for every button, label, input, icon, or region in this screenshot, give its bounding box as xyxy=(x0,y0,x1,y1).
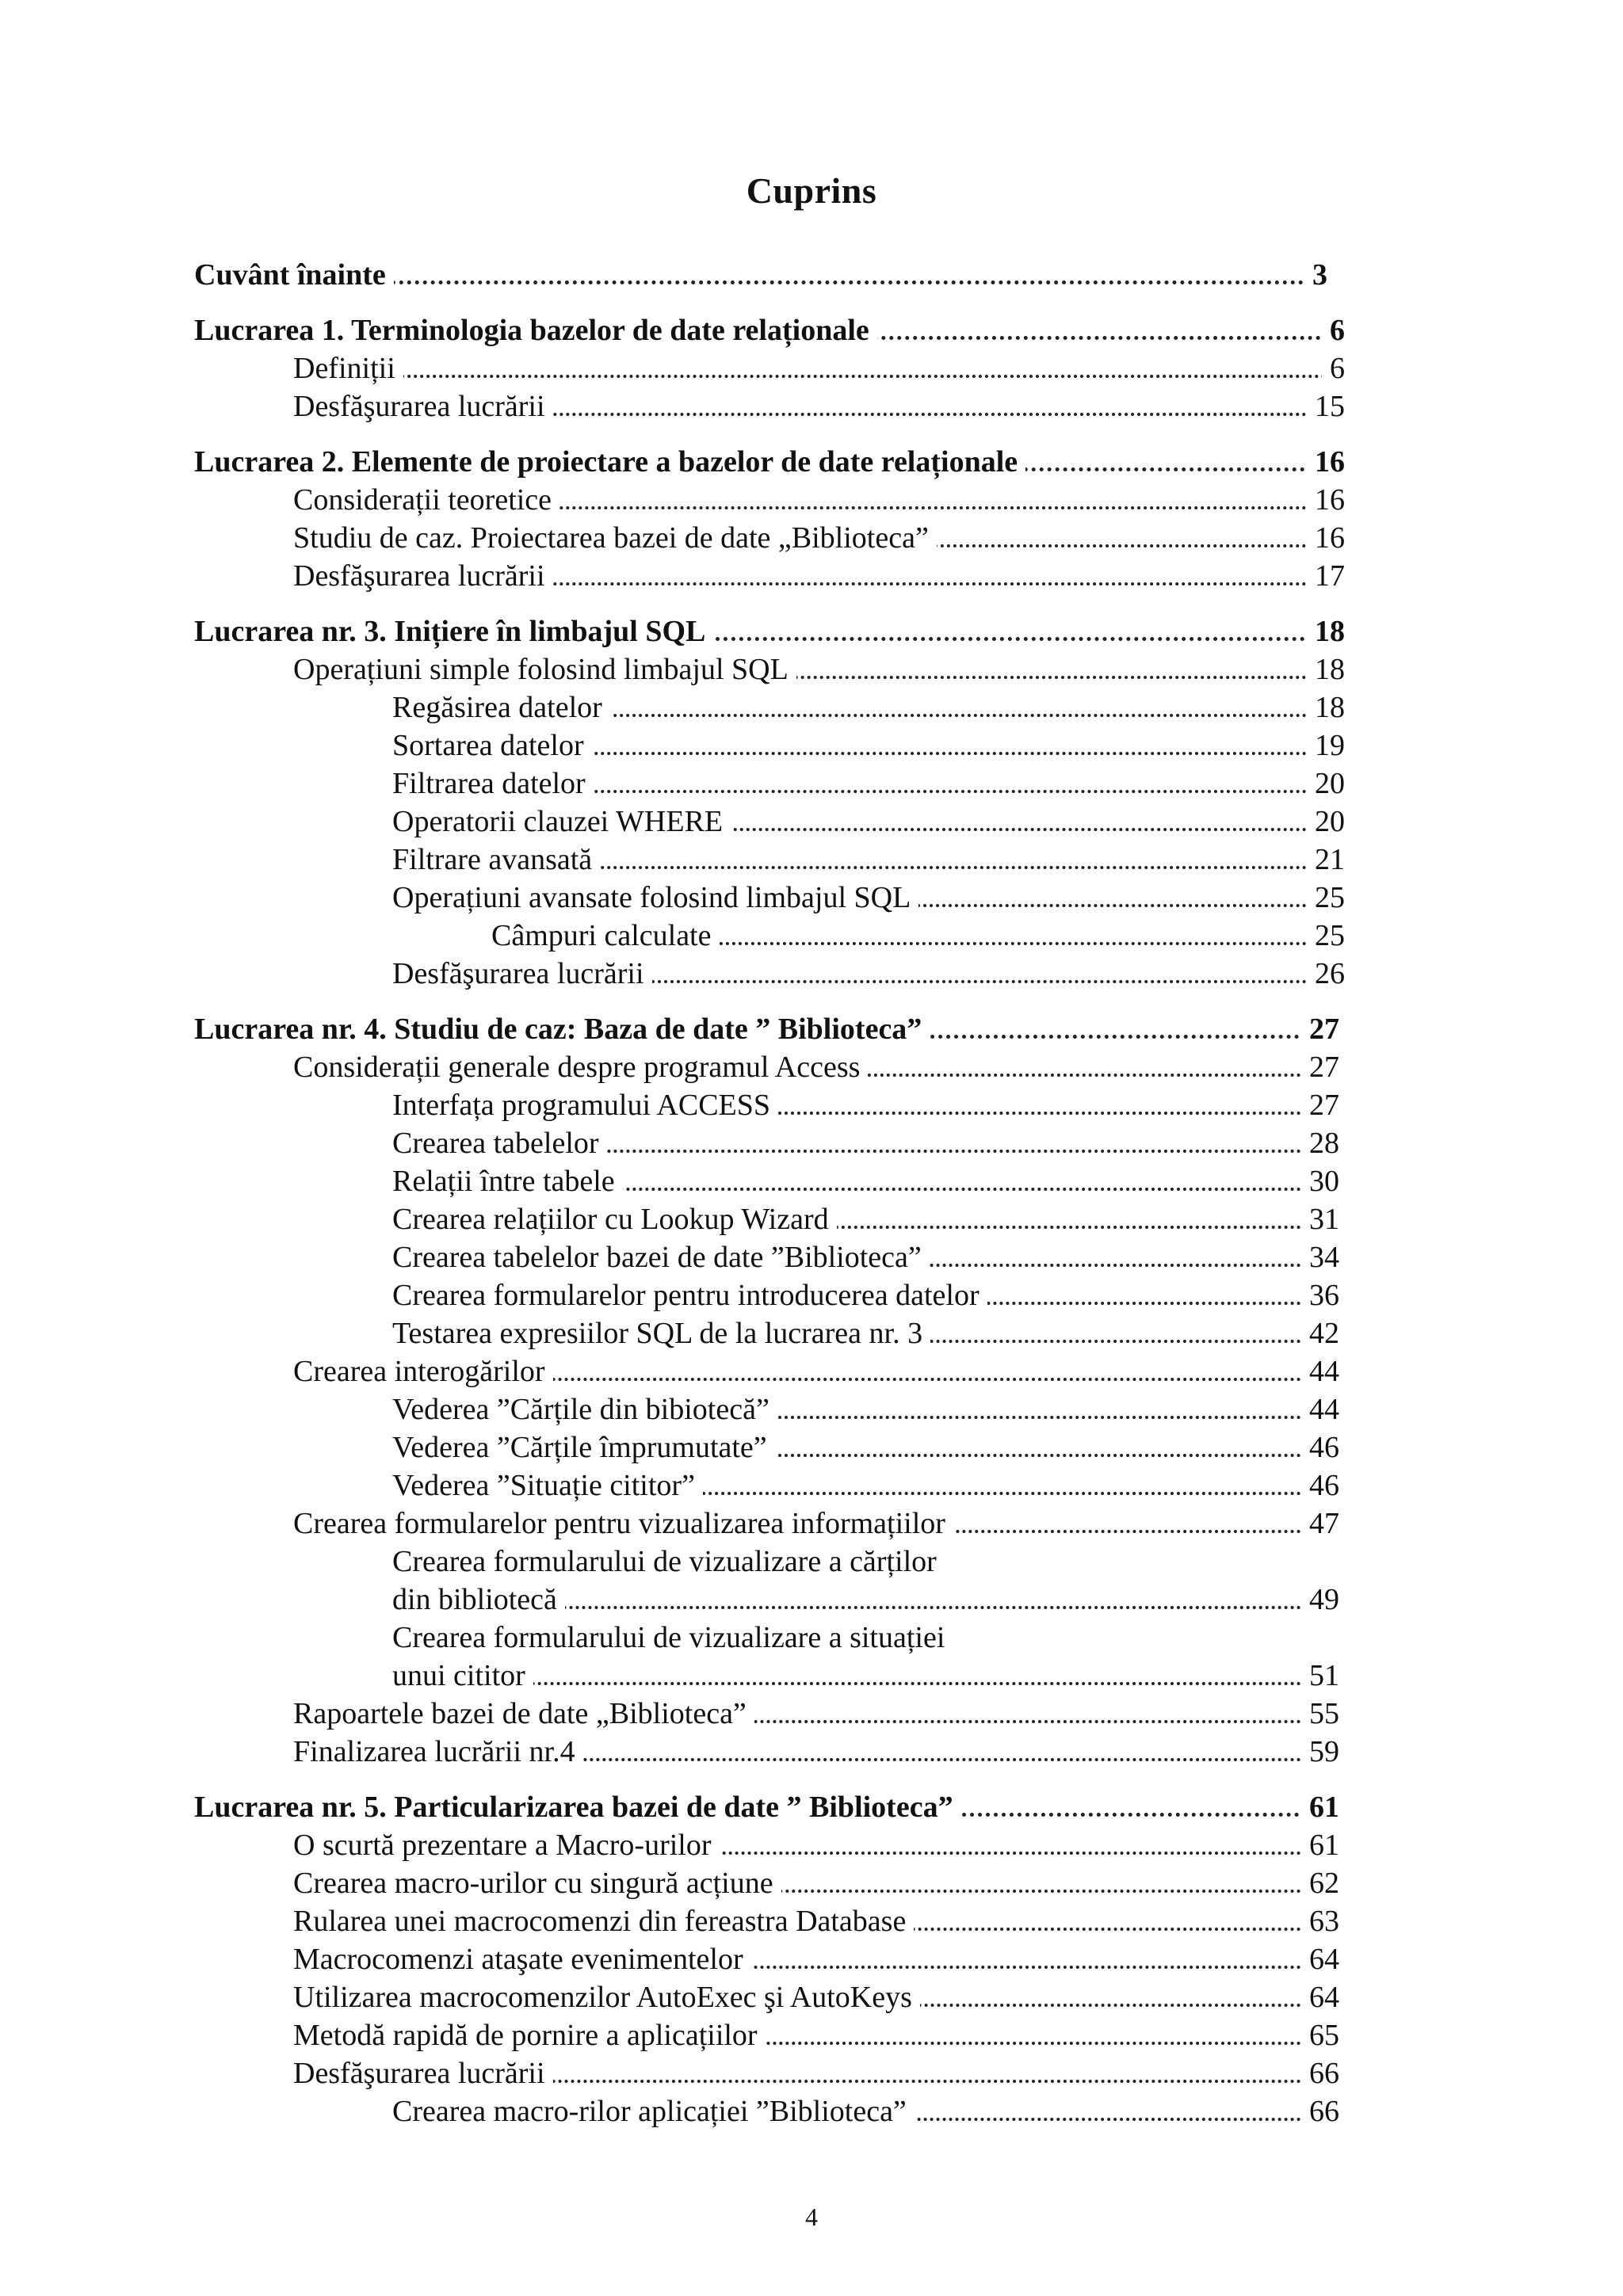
toc-entry-page: 64 xyxy=(1301,1940,1339,1978)
toc-entry-page: 61 xyxy=(1301,1826,1339,1864)
toc-chapter-entry xyxy=(194,612,1345,650)
toc-entry-page: 51 xyxy=(1301,1657,1339,1695)
toc-entry-title: Finalizarea lucrării nr.4 xyxy=(293,1735,583,1768)
page-title: Cuprins xyxy=(746,170,877,211)
toc-entry xyxy=(293,1902,1339,1940)
toc-entry xyxy=(491,917,1345,955)
toc-entry-page: 59 xyxy=(1301,1733,1339,1771)
toc-entry-page: 16 xyxy=(1307,519,1345,557)
toc-entry-title: Relații între tabele xyxy=(392,1165,623,1198)
toc-entry-page: 65 xyxy=(1301,2016,1339,2054)
toc-entry xyxy=(392,1162,1339,1200)
toc-entry xyxy=(293,387,1345,425)
toc-entry xyxy=(293,2016,1339,2054)
toc-entry-title: Utilizarea macrocomenzilor AutoExec şi AutoKeys xyxy=(293,1981,920,2014)
toc-entry-page: 42 xyxy=(1301,1314,1339,1352)
toc-entry xyxy=(392,879,1345,917)
toc-entry-title: Desfăşurarea lucrării xyxy=(293,2057,553,2090)
toc-entry xyxy=(392,1581,1339,1619)
toc-entry xyxy=(392,955,1345,993)
toc-entry-page: 62 xyxy=(1301,1864,1339,1902)
toc-entry-page: 66 xyxy=(1301,2092,1339,2130)
toc-entry-page: 16 xyxy=(1307,443,1345,481)
toc-entry-title: Crearea macro-rilor aplicației ”Biblioteca” xyxy=(392,2095,915,2128)
toc-entry-page: 18 xyxy=(1307,688,1345,727)
toc-entry-page: 46 xyxy=(1301,1428,1339,1466)
toc-entry xyxy=(293,1940,1339,1978)
toc-entry xyxy=(293,1864,1339,1902)
toc-entry-page: 61 xyxy=(1301,1788,1339,1826)
toc-entry-page: 19 xyxy=(1307,727,1345,765)
toc-entry xyxy=(392,1314,1339,1352)
toc-entry xyxy=(392,1619,1339,1657)
toc-entry-title: Crearea tabelelor xyxy=(392,1127,607,1160)
toc-entry xyxy=(293,2054,1339,2092)
toc-entry-title: Operațiuni avansate folosind limbajul SQL xyxy=(392,881,918,914)
toc-entry-page: 17 xyxy=(1307,557,1345,595)
toc-entry xyxy=(293,349,1345,387)
toc-entry xyxy=(392,2092,1339,2130)
toc-chapter-entry xyxy=(194,1010,1339,1048)
toc-entry-title: Rapoartele bazei de date „Biblioteca” xyxy=(293,1697,754,1730)
toc-chapter-entry xyxy=(194,256,1327,294)
toc-entry-title: Crearea formularului de vizualizare a cărților xyxy=(392,1545,945,1578)
toc-entry-page: 27 xyxy=(1301,1010,1339,1048)
toc-entry-title: Lucrarea nr. 5. Particularizarea bazei de date ” Biblioteca” xyxy=(194,1791,961,1824)
toc-entry-page: 21 xyxy=(1307,841,1345,879)
toc-entry-title: Regăsirea datelor xyxy=(392,691,610,724)
toc-entry-title: Metodă rapidă de pornire a aplicațiilor xyxy=(293,2019,766,2052)
toc-entry-title: Crearea tabelelor bazei de date ”Biblioteca” xyxy=(392,1241,930,1274)
toc-entry-title: Filtrare avansată xyxy=(392,843,600,876)
toc-entry xyxy=(293,481,1345,519)
toc-entry-title: Crearea interogărilor xyxy=(293,1355,553,1388)
toc-entry-title: Crearea formularelor pentru introducerea datelor xyxy=(392,1279,987,1312)
toc-entry-title: Crearea macro-urilor cu singură acțiune xyxy=(293,1867,781,1900)
toc-entry xyxy=(392,1466,1339,1505)
toc-chapter-entry xyxy=(194,311,1345,349)
toc-entry-page: 3 xyxy=(1304,256,1327,294)
toc-entry xyxy=(392,1276,1339,1314)
toc-entry xyxy=(392,1428,1339,1466)
toc-chapter-entry xyxy=(194,1788,1339,1826)
toc-entry xyxy=(392,1390,1339,1428)
toc-entry-title: Testarea expresiilor SQL de la lucrarea nr. 3 xyxy=(392,1317,930,1350)
toc-entry-title: Considerații generale despre programul Access xyxy=(293,1051,868,1084)
toc-entry xyxy=(392,1200,1339,1238)
toc-entry xyxy=(392,765,1345,803)
toc-entry-page: 15 xyxy=(1307,387,1345,425)
toc-entry-title: Macrocomenzi ataşate evenimentelor xyxy=(293,1943,751,1976)
toc-entry-title: Operatorii clauzei WHERE xyxy=(392,805,731,838)
toc-entry xyxy=(293,1048,1339,1086)
toc-entry-title: Desfăşurarea lucrării xyxy=(392,957,652,990)
toc-entry-page: 27 xyxy=(1301,1086,1339,1124)
toc-entry xyxy=(293,557,1345,595)
toc-chapter-entry xyxy=(194,443,1345,481)
toc-entry-page: 66 xyxy=(1301,2054,1339,2092)
toc-entry-page: 44 xyxy=(1301,1352,1339,1390)
toc-entry-page: 27 xyxy=(1301,1048,1339,1086)
toc-entry-title: Lucrarea nr. 3. Inițiere în limbajul SQL xyxy=(194,615,713,648)
toc-entry xyxy=(293,1352,1339,1390)
toc-entry xyxy=(392,1657,1339,1695)
toc-entry xyxy=(293,1826,1339,1864)
toc-entry-title: unui cititor xyxy=(392,1659,533,1692)
toc-entry xyxy=(392,1238,1339,1276)
toc-entry-page: 18 xyxy=(1307,650,1345,688)
toc-entry xyxy=(293,519,1345,557)
toc-entry-title: Crearea relațiilor cu Lookup Wizard xyxy=(392,1203,837,1236)
toc-entry xyxy=(293,650,1345,688)
toc-entry-title: din bibliotecă xyxy=(392,1583,565,1616)
toc-entry-page: 6 xyxy=(1322,311,1345,349)
toc-entry-title: Studiu de caz. Proiectarea bazei de date „Biblioteca” xyxy=(293,521,937,555)
toc-entry-title: Filtrarea datelor xyxy=(392,767,594,800)
page-number: 4 xyxy=(805,2203,818,2231)
toc-entry-page: 63 xyxy=(1301,1902,1339,1940)
toc-entry-title: Rularea unei macrocomenzi din fereastra Database xyxy=(293,1905,914,1938)
toc-entry xyxy=(293,1733,1339,1771)
toc-entry-page: 55 xyxy=(1301,1695,1339,1733)
toc-entry-page: 25 xyxy=(1307,879,1345,917)
toc-entry-title: Definiții xyxy=(293,352,403,385)
toc-entry xyxy=(392,1543,1339,1581)
toc-entry-page: 47 xyxy=(1301,1505,1339,1543)
toc-entry-title: Desfăşurarea lucrării xyxy=(293,559,553,593)
toc-entry-page: 26 xyxy=(1307,955,1345,993)
toc-entry-title: Lucrarea 1. Terminologia bazelor de date relaționale xyxy=(194,314,877,347)
toc-entry xyxy=(392,727,1345,765)
toc-entry-title: Desfăşurarea lucrării xyxy=(293,390,553,423)
toc-entry xyxy=(392,841,1345,879)
toc-entry-page: 36 xyxy=(1301,1276,1339,1314)
toc-entry-title: Vederea ”Situație cititor” xyxy=(392,1469,703,1502)
toc-entry-page: 6 xyxy=(1322,349,1345,387)
toc-entry-title: Interfața programului ACCESS xyxy=(392,1089,778,1122)
toc-entry-title: Lucrarea nr. 4. Studiu de caz: Baza de date ” Biblioteca” xyxy=(194,1013,930,1046)
toc-entry-title: Câmpuri calculate xyxy=(491,919,720,952)
toc-entry-title: Considerații teoretice xyxy=(293,483,559,517)
toc-entry-title: Crearea formularului de vizualizare a situației xyxy=(392,1621,953,1654)
toc-entry-page: 64 xyxy=(1301,1978,1339,2016)
toc-entry xyxy=(392,803,1345,841)
toc-entry xyxy=(392,1124,1339,1162)
toc-entry-page: 25 xyxy=(1307,917,1345,955)
toc-entry-page: 31 xyxy=(1301,1200,1339,1238)
toc-entry-page: 30 xyxy=(1301,1162,1339,1200)
toc-entry-title: Lucrarea 2. Elemente de proiectare a bazelor de date relaționale xyxy=(194,445,1025,479)
toc-entry-title: Crearea formularelor pentru vizualizarea informațiilor xyxy=(293,1507,953,1540)
toc-entry-title: O scurtă prezentare a Macro-urilor xyxy=(293,1829,720,1862)
toc-entry xyxy=(392,688,1345,727)
toc-entry xyxy=(293,1505,1339,1543)
toc-entry xyxy=(392,1086,1339,1124)
toc-entry xyxy=(293,1978,1339,2016)
toc-entry-title: Sortarea datelor xyxy=(392,729,592,762)
toc-entry-page: 20 xyxy=(1307,765,1345,803)
toc-entry-page: 20 xyxy=(1307,803,1345,841)
toc-entry-page: 49 xyxy=(1301,1581,1339,1619)
toc-entry-page: 34 xyxy=(1301,1238,1339,1276)
toc-entry-page: 44 xyxy=(1301,1390,1339,1428)
toc-entry-page: 46 xyxy=(1301,1466,1339,1505)
toc-entry-title: Operațiuni simple folosind limbajul SQL xyxy=(293,653,796,686)
toc-entry-title: Cuvânt înainte xyxy=(194,258,394,292)
toc-entry xyxy=(293,1695,1339,1733)
toc-entry-title: Vederea ”Cărțile împrumutate” xyxy=(392,1431,775,1464)
toc-entry-title: Vederea ”Cărțile din bibiotecă” xyxy=(392,1393,777,1426)
toc-entry-page: 16 xyxy=(1307,481,1345,519)
toc-entry-page: 18 xyxy=(1307,612,1345,650)
toc-entry-page: 28 xyxy=(1301,1124,1339,1162)
